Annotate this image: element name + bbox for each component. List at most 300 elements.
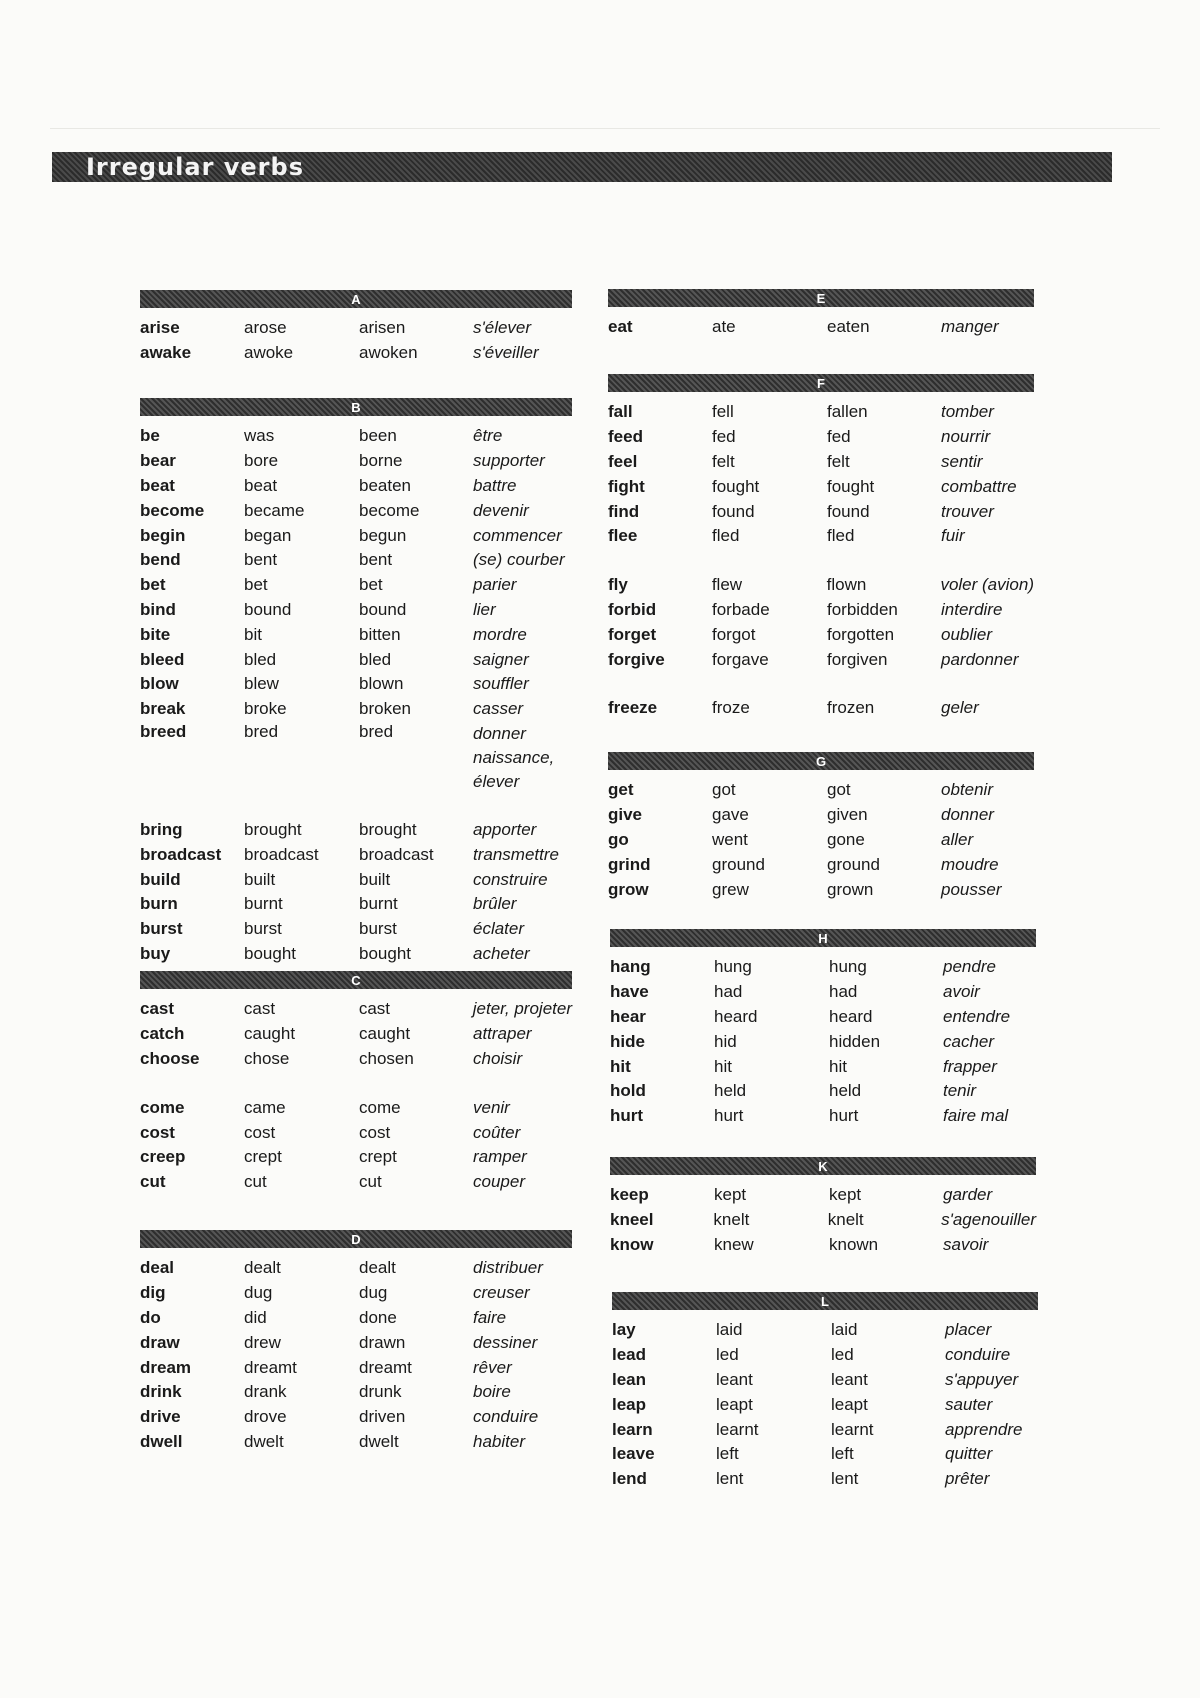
past-simple: came bbox=[244, 1097, 286, 1117]
past-simple: knelt bbox=[713, 1210, 750, 1230]
base-form: dig bbox=[140, 1283, 166, 1303]
french-translation: casser bbox=[473, 699, 524, 719]
past-participle: gone bbox=[827, 829, 865, 849]
past-simple: ate bbox=[712, 317, 736, 337]
past-participle: bet bbox=[359, 575, 383, 595]
past-simple: learnt bbox=[716, 1419, 759, 1439]
past-participle: ground bbox=[827, 854, 880, 874]
past-simple: cut bbox=[244, 1172, 267, 1192]
french-translation: distribuer bbox=[473, 1258, 543, 1278]
base-form: hang bbox=[610, 957, 651, 977]
french-translation: frapper bbox=[943, 1056, 997, 1076]
french-translation: faire mal bbox=[943, 1106, 1009, 1126]
section-g bbox=[608, 752, 1034, 902]
past-simple: left bbox=[716, 1444, 739, 1464]
verb-row bbox=[610, 980, 1036, 1005]
verb-row bbox=[140, 498, 572, 523]
base-form: lend bbox=[612, 1469, 647, 1489]
french-translation: ramper bbox=[473, 1147, 527, 1167]
past-simple: dreamt bbox=[244, 1357, 297, 1377]
verb-row bbox=[140, 1281, 572, 1306]
verb-row bbox=[140, 1306, 572, 1331]
french-translation: sauter bbox=[945, 1394, 993, 1414]
verb-row bbox=[608, 450, 1034, 475]
french-translation: construire bbox=[473, 869, 548, 889]
past-participle: bound bbox=[359, 599, 407, 619]
past-participle: caught bbox=[359, 1024, 411, 1044]
base-form: forget bbox=[608, 624, 657, 644]
base-form: bite bbox=[140, 624, 171, 644]
french-translation: souffler bbox=[473, 674, 529, 694]
base-form: hit bbox=[610, 1056, 631, 1076]
past-participle: crept bbox=[359, 1147, 397, 1167]
french-translation: transmettre bbox=[473, 844, 559, 864]
past-simple: fell bbox=[712, 402, 734, 422]
french-translation: pardonner bbox=[941, 649, 1019, 669]
verb-row bbox=[608, 598, 1034, 623]
french-translation: dessiner bbox=[473, 1332, 538, 1352]
base-form: lead bbox=[612, 1345, 647, 1365]
verb-row bbox=[610, 1104, 1036, 1129]
past-participle: brought bbox=[359, 819, 417, 839]
past-simple: crept bbox=[244, 1147, 282, 1167]
base-form: lay bbox=[612, 1320, 636, 1340]
past-simple: dealt bbox=[244, 1258, 281, 1278]
verb-row bbox=[608, 696, 1034, 721]
past-participle: bitten bbox=[359, 624, 401, 644]
past-participle: heard bbox=[829, 1006, 873, 1026]
past-participle: burnt bbox=[359, 894, 398, 914]
french-translation: pousser bbox=[941, 879, 1002, 899]
past-participle: fought bbox=[827, 476, 875, 496]
base-form: fight bbox=[608, 476, 645, 496]
verb-row bbox=[610, 1208, 1036, 1233]
past-participle: lent bbox=[831, 1469, 859, 1489]
base-form: drink bbox=[140, 1382, 182, 1402]
past-participle: given bbox=[827, 805, 868, 825]
verb-row bbox=[140, 997, 572, 1022]
past-participle: bled bbox=[359, 649, 392, 669]
base-form: arise bbox=[140, 318, 180, 338]
base-form: feel bbox=[608, 451, 638, 471]
past-participle: been bbox=[359, 426, 397, 446]
past-simple: drank bbox=[244, 1382, 287, 1402]
section-e bbox=[608, 289, 1034, 340]
french-translation: jeter, projeter bbox=[472, 999, 572, 1019]
base-form: hurt bbox=[610, 1106, 644, 1126]
french-translation: conduire bbox=[945, 1345, 1011, 1365]
french-translation: s'éveiller bbox=[473, 343, 539, 363]
verb-row bbox=[608, 828, 1034, 853]
french-translation: aller bbox=[941, 829, 974, 849]
section-header bbox=[612, 1292, 1038, 1310]
past-simple: became bbox=[244, 500, 305, 520]
french-translation: s'appuyer bbox=[945, 1369, 1019, 1389]
french-translation: brûler bbox=[473, 894, 517, 914]
french-translation: nourrir bbox=[941, 427, 991, 447]
verb-row bbox=[612, 1467, 1038, 1492]
base-form: hear bbox=[610, 1006, 646, 1026]
base-form: dream bbox=[140, 1357, 192, 1377]
french-translation: être bbox=[473, 426, 503, 446]
verb-row bbox=[140, 1095, 572, 1120]
section-header bbox=[608, 374, 1034, 392]
page-title-banner bbox=[52, 152, 1112, 182]
past-simple: got bbox=[712, 780, 736, 800]
section-h bbox=[610, 929, 1036, 1129]
verb-row bbox=[140, 523, 572, 548]
section-letter: C bbox=[351, 973, 361, 988]
base-form: forbid bbox=[608, 599, 657, 619]
base-form: cast bbox=[140, 999, 175, 1019]
verb-row bbox=[610, 1029, 1036, 1054]
past-participle: drunk bbox=[359, 1382, 402, 1402]
french-translation: trouver bbox=[941, 501, 994, 521]
base-form: keep bbox=[610, 1185, 649, 1205]
past-simple: dwelt bbox=[244, 1431, 284, 1451]
base-form: dwell bbox=[140, 1431, 183, 1451]
past-participle: kept bbox=[829, 1185, 862, 1205]
french-translation: parier bbox=[473, 575, 517, 595]
base-form: burn bbox=[140, 894, 178, 914]
section-letter: K bbox=[818, 1159, 828, 1174]
past-simple: awoke bbox=[244, 343, 294, 363]
french-translation: apprendre bbox=[945, 1419, 1023, 1439]
verb-row bbox=[140, 1120, 572, 1145]
base-form: go bbox=[608, 829, 629, 849]
verb-row bbox=[608, 647, 1034, 672]
past-participle: dealt bbox=[359, 1258, 396, 1278]
verb-row bbox=[140, 474, 572, 499]
section-header bbox=[140, 971, 572, 989]
past-participle: hit bbox=[829, 1056, 847, 1076]
past-simple: leant bbox=[716, 1369, 753, 1389]
base-form: eat bbox=[608, 317, 633, 337]
past-participle: fallen bbox=[827, 402, 868, 422]
past-simple: forgot bbox=[712, 624, 756, 644]
base-form: feed bbox=[608, 427, 643, 447]
past-simple: forgave bbox=[712, 649, 769, 669]
verb-row bbox=[140, 672, 572, 697]
verb-row bbox=[140, 548, 572, 573]
past-simple: bound bbox=[244, 599, 292, 619]
past-simple: bled bbox=[244, 649, 277, 669]
verb-row bbox=[612, 1318, 1038, 1343]
section-letter: H bbox=[818, 931, 828, 946]
past-participle: bent bbox=[359, 550, 393, 570]
past-simple: went bbox=[712, 829, 748, 849]
base-form: beat bbox=[140, 475, 175, 495]
past-participle: done bbox=[359, 1307, 397, 1327]
french-translation: obtenir bbox=[941, 780, 993, 800]
past-participle: leapt bbox=[831, 1394, 868, 1414]
past-participle: fed bbox=[827, 427, 851, 447]
past-simple: dug bbox=[244, 1283, 273, 1303]
french-translation: combattre bbox=[941, 476, 1017, 496]
past-participle: got bbox=[827, 780, 851, 800]
french-translation: boire bbox=[473, 1382, 511, 1402]
past-participle: dreamt bbox=[359, 1357, 412, 1377]
past-participle: hidden bbox=[829, 1031, 881, 1051]
past-simple: blew bbox=[244, 674, 279, 694]
past-simple: burst bbox=[244, 919, 282, 939]
past-participle: become bbox=[359, 500, 420, 520]
past-simple: bought bbox=[244, 943, 296, 963]
past-simple: froze bbox=[712, 698, 750, 718]
base-form: freeze bbox=[608, 698, 658, 718]
verb-row bbox=[140, 867, 572, 892]
french-translation: voler (avion) bbox=[940, 575, 1034, 595]
verb-row bbox=[608, 803, 1034, 828]
french-translation: (se) courber bbox=[473, 550, 565, 570]
past-simple: kept bbox=[714, 1185, 747, 1205]
base-form: hold bbox=[610, 1081, 646, 1101]
french-translation: saigner bbox=[473, 649, 529, 669]
base-form: fall bbox=[608, 402, 633, 422]
verb-row bbox=[140, 1256, 572, 1281]
verb-row bbox=[608, 852, 1034, 877]
verb-row bbox=[140, 1330, 572, 1355]
past-participle: had bbox=[829, 982, 858, 1002]
base-form: fly bbox=[608, 575, 628, 595]
section-header bbox=[608, 289, 1034, 307]
french-translation: devenir bbox=[473, 500, 529, 520]
verb-row bbox=[140, 316, 572, 341]
past-simple: grew bbox=[712, 879, 749, 899]
section-letter: D bbox=[351, 1232, 361, 1247]
base-form: awake bbox=[140, 343, 192, 363]
section-header bbox=[140, 398, 572, 416]
section-letter: F bbox=[817, 376, 825, 391]
base-form: leap bbox=[612, 1394, 647, 1414]
past-simple: burnt bbox=[244, 894, 283, 914]
verb-row bbox=[140, 622, 572, 647]
french-translation: quitter bbox=[945, 1444, 993, 1464]
base-form: forgive bbox=[608, 649, 665, 669]
past-participle: driven bbox=[359, 1407, 406, 1427]
base-form: burst bbox=[140, 919, 183, 939]
verb-row bbox=[608, 877, 1034, 902]
base-form: bring bbox=[140, 819, 183, 839]
verb-row bbox=[140, 917, 572, 942]
past-simple: drove bbox=[244, 1407, 287, 1427]
past-participle: flown bbox=[826, 575, 867, 595]
base-form: bleed bbox=[140, 649, 185, 669]
french-translation: conduire bbox=[473, 1407, 539, 1427]
section-letter: B bbox=[351, 400, 361, 415]
past-participle: learnt bbox=[831, 1419, 874, 1439]
verb-row bbox=[612, 1343, 1038, 1368]
base-form: bet bbox=[140, 575, 166, 595]
french-translation: creuser bbox=[473, 1283, 530, 1303]
past-participle: built bbox=[359, 869, 391, 889]
verb-row bbox=[140, 1405, 572, 1430]
section-d bbox=[140, 1230, 572, 1454]
past-participle: begun bbox=[359, 525, 407, 545]
french-translation: pendre bbox=[943, 957, 996, 977]
past-participle: grown bbox=[827, 879, 874, 899]
base-form: leave bbox=[612, 1444, 655, 1464]
verb-row bbox=[140, 341, 572, 366]
french-translation: prêter bbox=[945, 1469, 990, 1489]
verb-row bbox=[140, 1145, 572, 1170]
verb-row bbox=[140, 1022, 572, 1047]
past-participle: left bbox=[831, 1444, 854, 1464]
past-simple: fed bbox=[712, 427, 736, 447]
past-participle: dwelt bbox=[359, 1431, 399, 1451]
section-letter: G bbox=[815, 754, 827, 769]
past-simple: ground bbox=[712, 854, 765, 874]
past-simple: broadcast bbox=[244, 844, 319, 864]
base-form: choose bbox=[140, 1048, 200, 1068]
base-form: bend bbox=[140, 550, 181, 570]
base-form: grow bbox=[608, 879, 649, 899]
section-header bbox=[610, 929, 1036, 947]
base-form: lean bbox=[612, 1369, 647, 1389]
verb-row bbox=[608, 573, 1034, 598]
french-translation: faire bbox=[473, 1307, 507, 1327]
past-simple: laid bbox=[716, 1320, 743, 1340]
past-participle: blown bbox=[359, 674, 404, 694]
past-simple: leapt bbox=[716, 1394, 753, 1414]
verb-row bbox=[608, 425, 1034, 450]
past-participle: led bbox=[831, 1345, 854, 1365]
verb-row bbox=[608, 524, 1034, 549]
verb-row bbox=[608, 778, 1034, 803]
verb-row bbox=[140, 818, 572, 843]
french-translation: choisir bbox=[473, 1048, 523, 1068]
french-translation: sentir bbox=[941, 451, 983, 471]
past-simple: cast bbox=[243, 999, 276, 1019]
french-translation: couper bbox=[473, 1172, 525, 1192]
base-form: find bbox=[608, 501, 640, 521]
base-form: become bbox=[140, 500, 205, 520]
section-f bbox=[608, 374, 1034, 721]
past-simple: cost bbox=[244, 1122, 276, 1142]
section-header bbox=[140, 1230, 572, 1248]
french-translation: moudre bbox=[941, 854, 999, 874]
base-form: deal bbox=[140, 1258, 175, 1278]
base-form: break bbox=[140, 699, 186, 719]
past-simple: fought bbox=[712, 476, 760, 496]
verb-row bbox=[140, 722, 572, 794]
past-participle: beaten bbox=[359, 475, 411, 495]
base-form: creep bbox=[140, 1147, 186, 1167]
past-participle: broadcast bbox=[359, 844, 434, 864]
base-form: be bbox=[140, 426, 160, 446]
past-participle: frozen bbox=[827, 698, 875, 718]
verb-row bbox=[140, 892, 572, 917]
past-participle: held bbox=[829, 1081, 862, 1101]
french-translation: apporter bbox=[473, 819, 537, 839]
french-translation: s'agenouiller bbox=[941, 1210, 1037, 1230]
past-simple: bet bbox=[244, 575, 268, 595]
past-participle: bought bbox=[359, 943, 411, 963]
past-simple: drew bbox=[244, 1332, 281, 1352]
base-form: give bbox=[608, 805, 643, 825]
past-participle: laid bbox=[831, 1320, 858, 1340]
past-simple: did bbox=[244, 1307, 267, 1327]
past-simple: led bbox=[716, 1345, 739, 1365]
french-translation: éclater bbox=[473, 919, 525, 939]
french-translation: avoir bbox=[943, 982, 980, 1002]
french-translation: entendre bbox=[943, 1006, 1011, 1026]
french-translation: fuir bbox=[941, 526, 965, 546]
past-participle: chosen bbox=[359, 1048, 414, 1068]
past-simple: knew bbox=[714, 1234, 754, 1254]
verb-row bbox=[608, 499, 1034, 524]
french-translation: cacher bbox=[943, 1031, 995, 1051]
base-form: kneel bbox=[610, 1210, 654, 1230]
verb-row bbox=[608, 622, 1034, 647]
section-l bbox=[612, 1292, 1038, 1492]
french-translation: coûter bbox=[473, 1122, 521, 1142]
base-form: catch bbox=[140, 1024, 185, 1044]
past-participle: hung bbox=[829, 957, 867, 977]
verb-row bbox=[140, 573, 572, 598]
french-translation: garder bbox=[943, 1185, 993, 1205]
past-simple: began bbox=[244, 525, 292, 545]
past-simple: bent bbox=[244, 550, 278, 570]
verb-row bbox=[610, 1233, 1036, 1258]
past-simple: beat bbox=[244, 475, 278, 495]
past-simple: heard bbox=[714, 1006, 758, 1026]
french-translation: attraper bbox=[473, 1024, 532, 1044]
verb-row bbox=[140, 647, 572, 672]
verb-row bbox=[140, 449, 572, 474]
verb-row bbox=[140, 1430, 572, 1455]
section-header bbox=[610, 1157, 1036, 1175]
verb-row bbox=[140, 1355, 572, 1380]
french-translation: tenir bbox=[943, 1081, 977, 1101]
section-letter: E bbox=[816, 291, 826, 306]
verb-row bbox=[610, 1183, 1036, 1208]
past-simple: hit bbox=[714, 1056, 732, 1076]
base-form: get bbox=[608, 780, 634, 800]
base-form: come bbox=[140, 1097, 185, 1117]
french-translation: mordre bbox=[473, 624, 527, 644]
verb-row bbox=[610, 1005, 1036, 1030]
past-simple: chose bbox=[244, 1048, 290, 1068]
section-header bbox=[608, 752, 1034, 770]
french-translation: lier bbox=[473, 599, 496, 619]
base-form: drive bbox=[140, 1407, 181, 1427]
verb-row bbox=[140, 1047, 572, 1072]
verb-row bbox=[140, 1380, 572, 1405]
base-form: cut bbox=[140, 1172, 166, 1192]
past-simple: had bbox=[714, 982, 743, 1002]
past-participle: known bbox=[829, 1234, 879, 1254]
past-simple: found bbox=[712, 501, 755, 521]
past-participle: come bbox=[359, 1097, 401, 1117]
verb-row bbox=[612, 1417, 1038, 1442]
past-participle: fled bbox=[827, 526, 855, 546]
past-participle: cost bbox=[359, 1122, 391, 1142]
past-simple: brought bbox=[244, 819, 302, 839]
base-form: cost bbox=[140, 1122, 175, 1142]
base-form: buy bbox=[140, 943, 171, 963]
french-translation: habiter bbox=[473, 1431, 525, 1451]
verb-row bbox=[608, 474, 1034, 499]
past-participle: cast bbox=[358, 999, 391, 1019]
french-translation: acheter bbox=[473, 943, 530, 963]
past-simple: bore bbox=[244, 451, 279, 471]
past-participle: broken bbox=[359, 699, 411, 719]
base-form: know bbox=[610, 1234, 654, 1254]
base-form: broadcast bbox=[140, 844, 222, 864]
past-simple: caught bbox=[244, 1024, 296, 1044]
past-participle: found bbox=[827, 501, 870, 521]
